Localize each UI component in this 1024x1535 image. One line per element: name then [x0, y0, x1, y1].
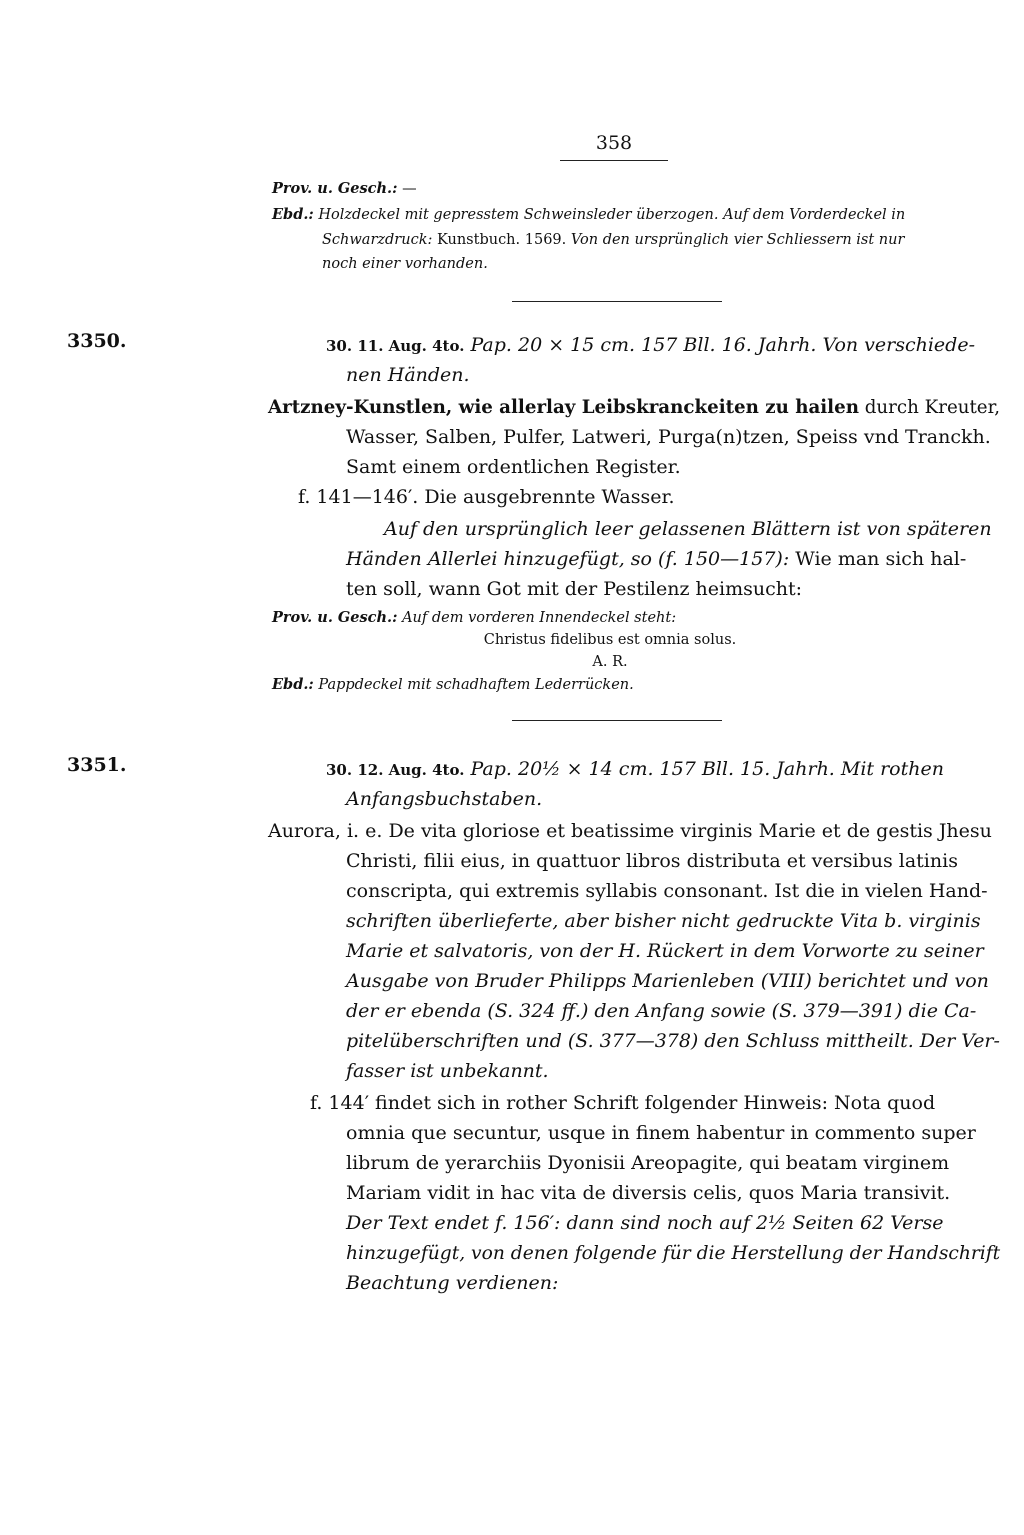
- entry-3351-line-3: conscripta, qui extremis syllabis consonant. Ist die in vielen Hand-: [346, 880, 988, 902]
- separator-rule-2: [512, 720, 722, 721]
- entry-3350-title: [268, 392, 1001, 423]
- entry-3351-note-6: hinzugefügt, von denen folgende für die Herstellung der Handschrift: [346, 1242, 1001, 1264]
- prov-label: Prov. u. Gesch.:: [272, 609, 398, 626]
- entry-3350-folio-line: f. 141—146′. Die ausgebrennte Wasser.: [298, 486, 675, 508]
- entry-3350-note-2: [346, 544, 966, 575]
- ebd-text: Pappdeckel mit schadhaftem Lederrücken.: [318, 677, 634, 693]
- ebd-label: Ebd.:: [272, 206, 314, 223]
- title-rest: durch Kreuter,: [864, 396, 1001, 418]
- shelfmark: 30. 12. Aug. 4to.: [326, 761, 465, 779]
- entry-3350-ebd: [272, 673, 634, 697]
- entry-number-3351: 3351.: [67, 754, 127, 776]
- ebd-line-top: [272, 203, 905, 227]
- entry-3350-desc-1: Pap. 20 × 15 cm. 157 Bll. 16. Jahrh. Von verschiede-: [470, 334, 975, 356]
- shelfmark: 30. 11. Aug. 4to.: [326, 337, 465, 355]
- entry-3351-note-2: omnia que secuntur, usque in finem habentur in commento super: [346, 1122, 976, 1144]
- entry-3350-header: [326, 330, 975, 362]
- entry-3351-line-7: der er ebenda (S. 324 ff.) den Anfang sowie (S. 379—391) die Ca-: [346, 1000, 977, 1022]
- entry-3351-line-4: schriften überlieferte, aber bisher nicht gedruckte Vita b. virginis: [346, 910, 981, 932]
- inscription-line-1: Christus fidelibus est omnia solus.: [483, 632, 737, 648]
- prov-line-top: [272, 177, 417, 201]
- entry-3351-line-8: pitelüberschriften und (S. 377—378) den Schluss mittheilt. Der Ver-: [346, 1030, 1000, 1052]
- page-number: 358: [595, 132, 633, 154]
- note-italic-2: Händen Allerlei hinzugefügt, so (f. 150—157):: [346, 548, 790, 570]
- entry-3351-line-2: Christi, filii eius, in quattuor libros distributa et versibus latinis: [346, 850, 958, 872]
- ebd-text-2b: Kunstbuch. 1569.: [436, 232, 567, 248]
- entry-3351-line-5: Marie et salvatoris, von der H. Rückert in dem Vorworte zu seiner: [346, 940, 984, 962]
- inscription-line-2: A. R.: [592, 654, 628, 670]
- entry-3351-line-9: fasser ist unbekannt.: [346, 1060, 549, 1082]
- entry-3351-desc-2: Anfangsbuchstaben.: [346, 788, 543, 810]
- entry-3350-note-1: Auf den ursprünglich leer gelassenen Blättern ist von späteren: [384, 518, 992, 540]
- page-number-rule: [560, 160, 668, 161]
- entry-3351-note-5: Der Text endet f. 156′: dann sind noch auf 2½ Seiten 62 Verse: [346, 1212, 944, 1234]
- entry-3351-note-3: librum de yerarchiis Dyonisii Areopagite, qui beatam virginem: [346, 1152, 950, 1174]
- separator-rule-1: [512, 301, 722, 302]
- entry-3350-desc-2: nen Händen.: [346, 364, 470, 386]
- entry-3350-title-line-2: Wasser, Salben, Pulfer, Latweri, Purga(n)tzen, Speiss vnd Tranckh.: [346, 426, 991, 448]
- prov-text: —: [402, 181, 417, 197]
- entry-3350-note-3: ten soll, wann Got mit der Pestilenz heimsucht:: [346, 578, 802, 600]
- ebd-text-2a: Schwarzdruck:: [322, 232, 433, 248]
- ebd-text-1: Holzdeckel mit gepresstem Schweinsleder überzogen. Auf dem Vorderdeckel in: [318, 207, 906, 223]
- title-bold: Artzney-Kunstlen, wie allerlay Leibskranckeiten zu hailen: [268, 396, 859, 418]
- entry-3351-desc-1: Pap. 20½ × 14 cm. 157 Bll. 15. Jahrh. Mit rothen: [470, 758, 944, 780]
- entry-3351-note-4: Mariam vidit in hac vita de diversis celis, quos Maria transivit.: [346, 1182, 951, 1204]
- entry-number-3350: 3350.: [67, 330, 127, 352]
- ebd-line-3: noch einer vorhanden.: [322, 256, 488, 272]
- ebd-text-2c: Von den ursprünglich vier Schliessern ist nur: [570, 232, 905, 248]
- entry-3351-note-7: Beachtung verdienen:: [346, 1272, 559, 1294]
- entry-3351-header: [326, 754, 944, 786]
- ebd-line-2: [322, 228, 904, 252]
- entry-3351-line-1: Aurora, i. e. De vita gloriose et beatissime virginis Marie et de gestis Jhesu: [268, 820, 992, 842]
- entry-3350-title-line-3: Samt einem ordentlichen Register.: [346, 456, 681, 478]
- prov-text: Auf dem vorderen Innendeckel steht:: [402, 610, 677, 626]
- entry-3351-note-1: f. 144′ findet sich in rother Schrift folgender Hinweis: Nota quod: [310, 1092, 936, 1114]
- note-roman-2: Wie man sich hal-: [795, 548, 967, 570]
- entry-3350-prov: [272, 606, 676, 630]
- ebd-label: Ebd.:: [272, 676, 314, 693]
- prov-label: Prov. u. Gesch.:: [272, 180, 398, 197]
- entry-3351-line-6: Ausgabe von Bruder Philipps Marienleben (VIII) berichtet und von: [346, 970, 989, 992]
